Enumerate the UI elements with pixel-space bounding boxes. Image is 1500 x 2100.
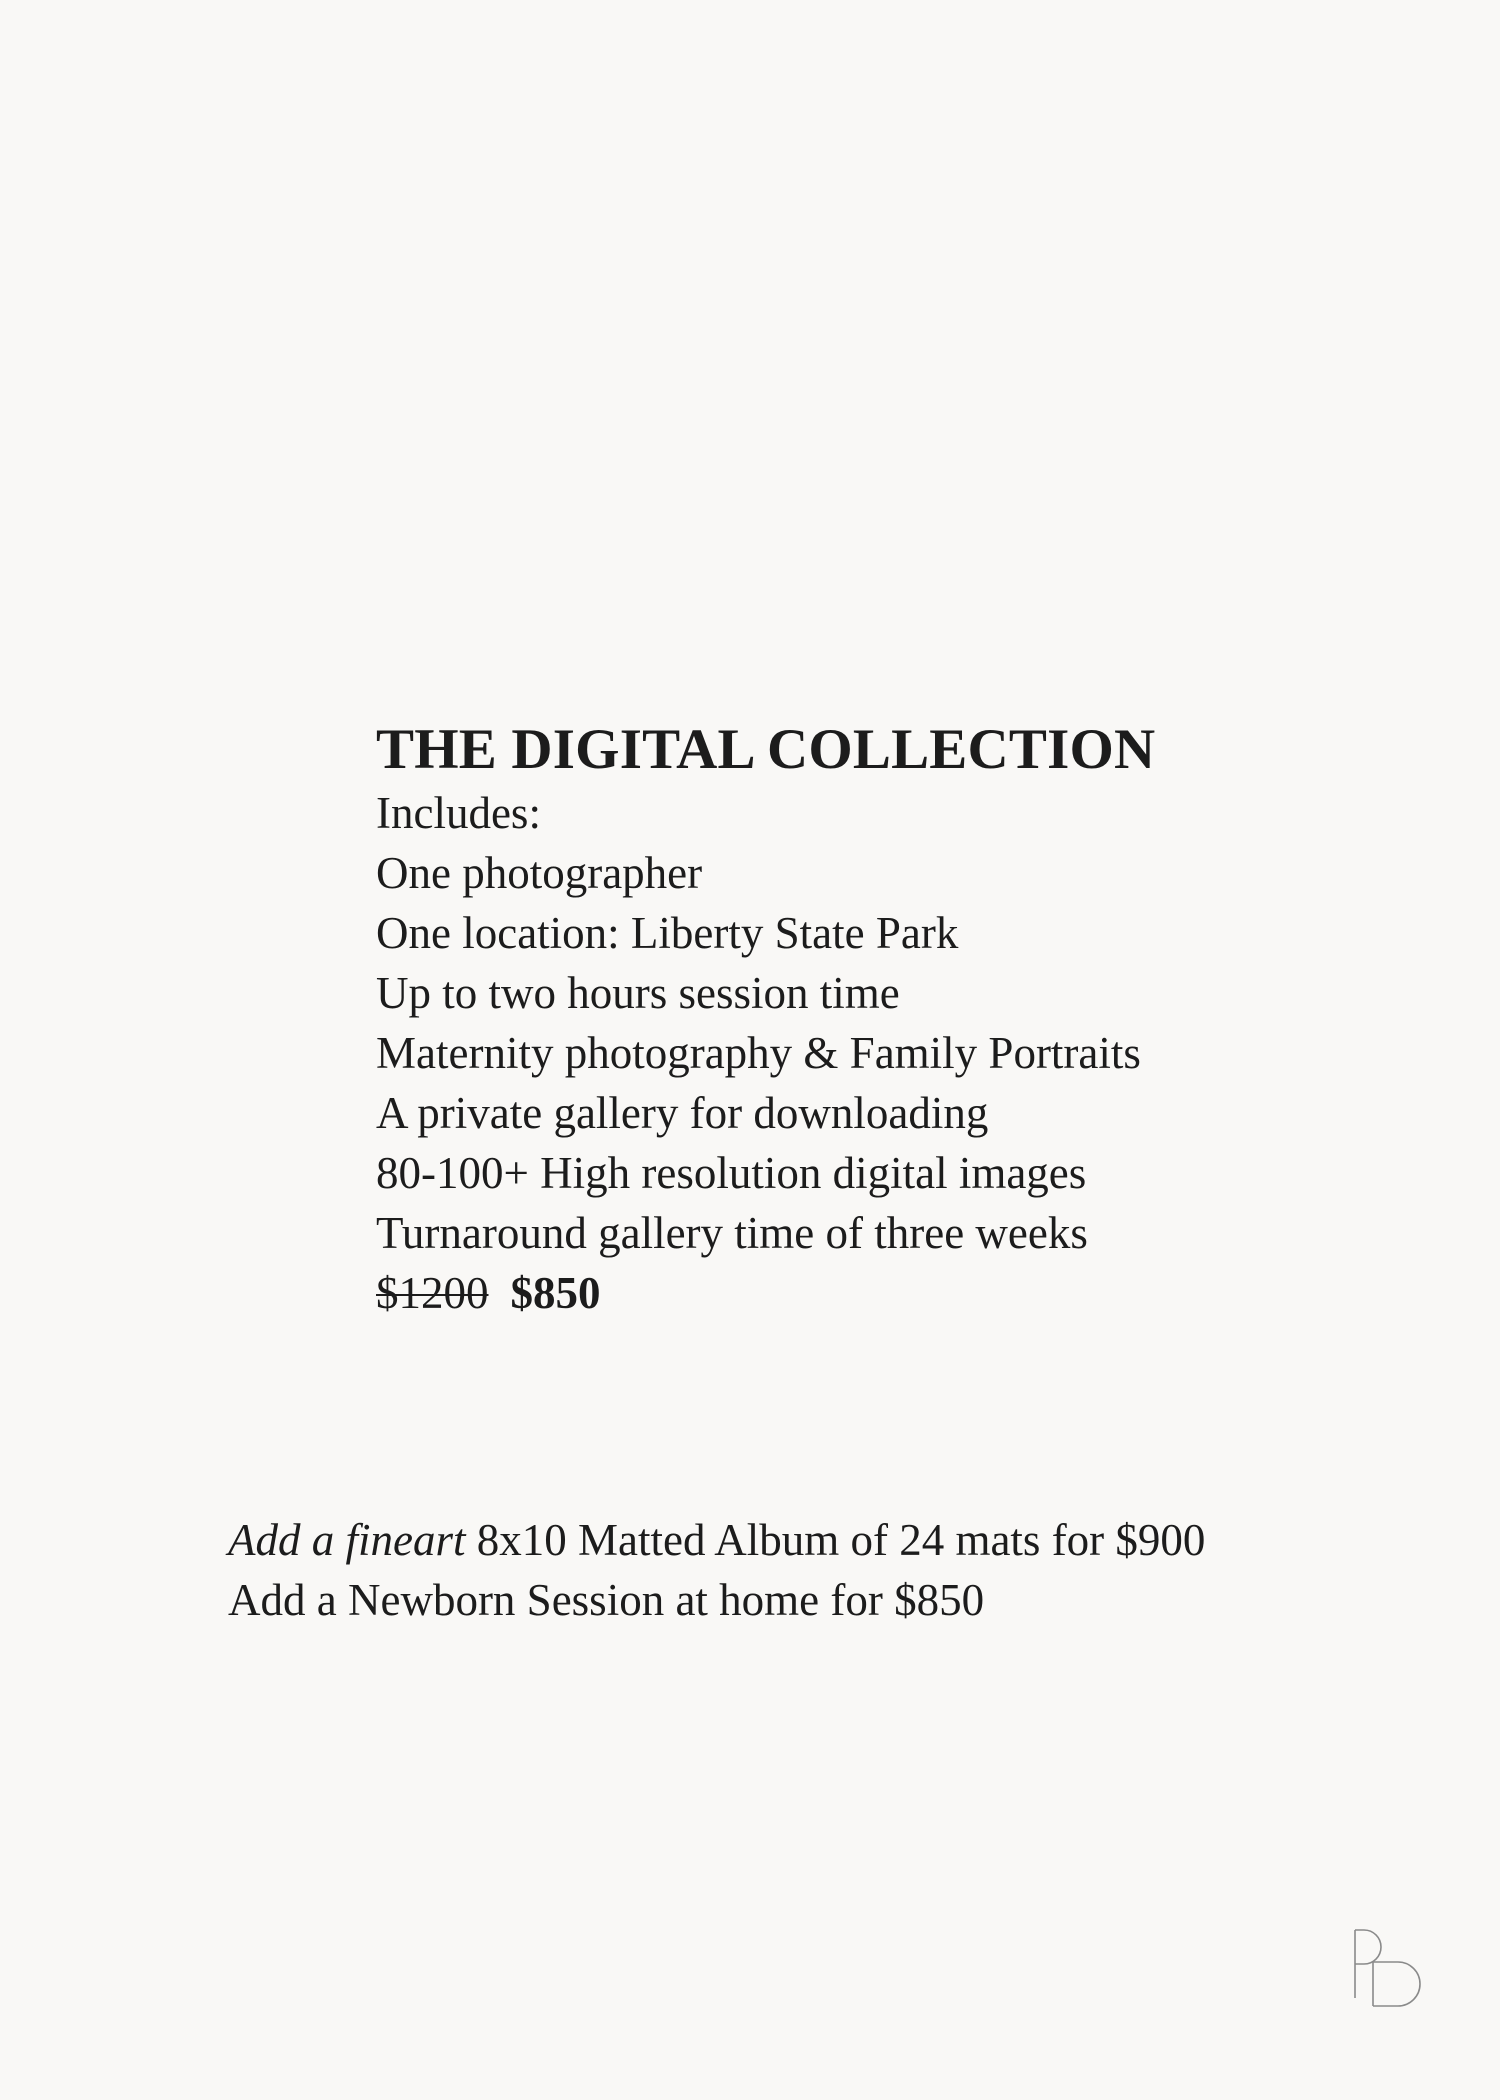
price-row <box>376 1263 1376 1323</box>
feature-item: 80-100+ High resolution digital images <box>376 1148 1087 1198</box>
feature-item: Turnaround gallery time of three weeks <box>376 1208 1088 1258</box>
addon-album-italic: Add a fineart <box>228 1515 466 1565</box>
includes-label: Includes: <box>376 788 541 838</box>
feature-item: Maternity photography & Family Portraits <box>376 1028 1141 1078</box>
feature-item: Up to two hours session time <box>376 968 900 1018</box>
addon-album-rest: 8x10 Matted Album of 24 mats for $900 <box>465 1515 1206 1565</box>
new-price: $850 <box>510 1268 601 1318</box>
feature-item: One photographer <box>376 848 703 898</box>
addons-section <box>228 1510 1478 1630</box>
pd-monogram-icon <box>1352 1928 1430 2008</box>
package-section <box>376 717 1376 1323</box>
old-price: $1200 <box>376 1268 489 1318</box>
feature-item: One location: Liberty State Park <box>376 908 959 958</box>
feature-list <box>376 843 1376 1263</box>
feature-item: A private gallery for downloading <box>376 1088 989 1138</box>
addon-newborn: Add a Newborn Session at home for $850 <box>228 1575 985 1625</box>
package-title: THE DIGITAL COLLECTION <box>376 718 1156 781</box>
addon-album <box>228 1510 1478 1570</box>
